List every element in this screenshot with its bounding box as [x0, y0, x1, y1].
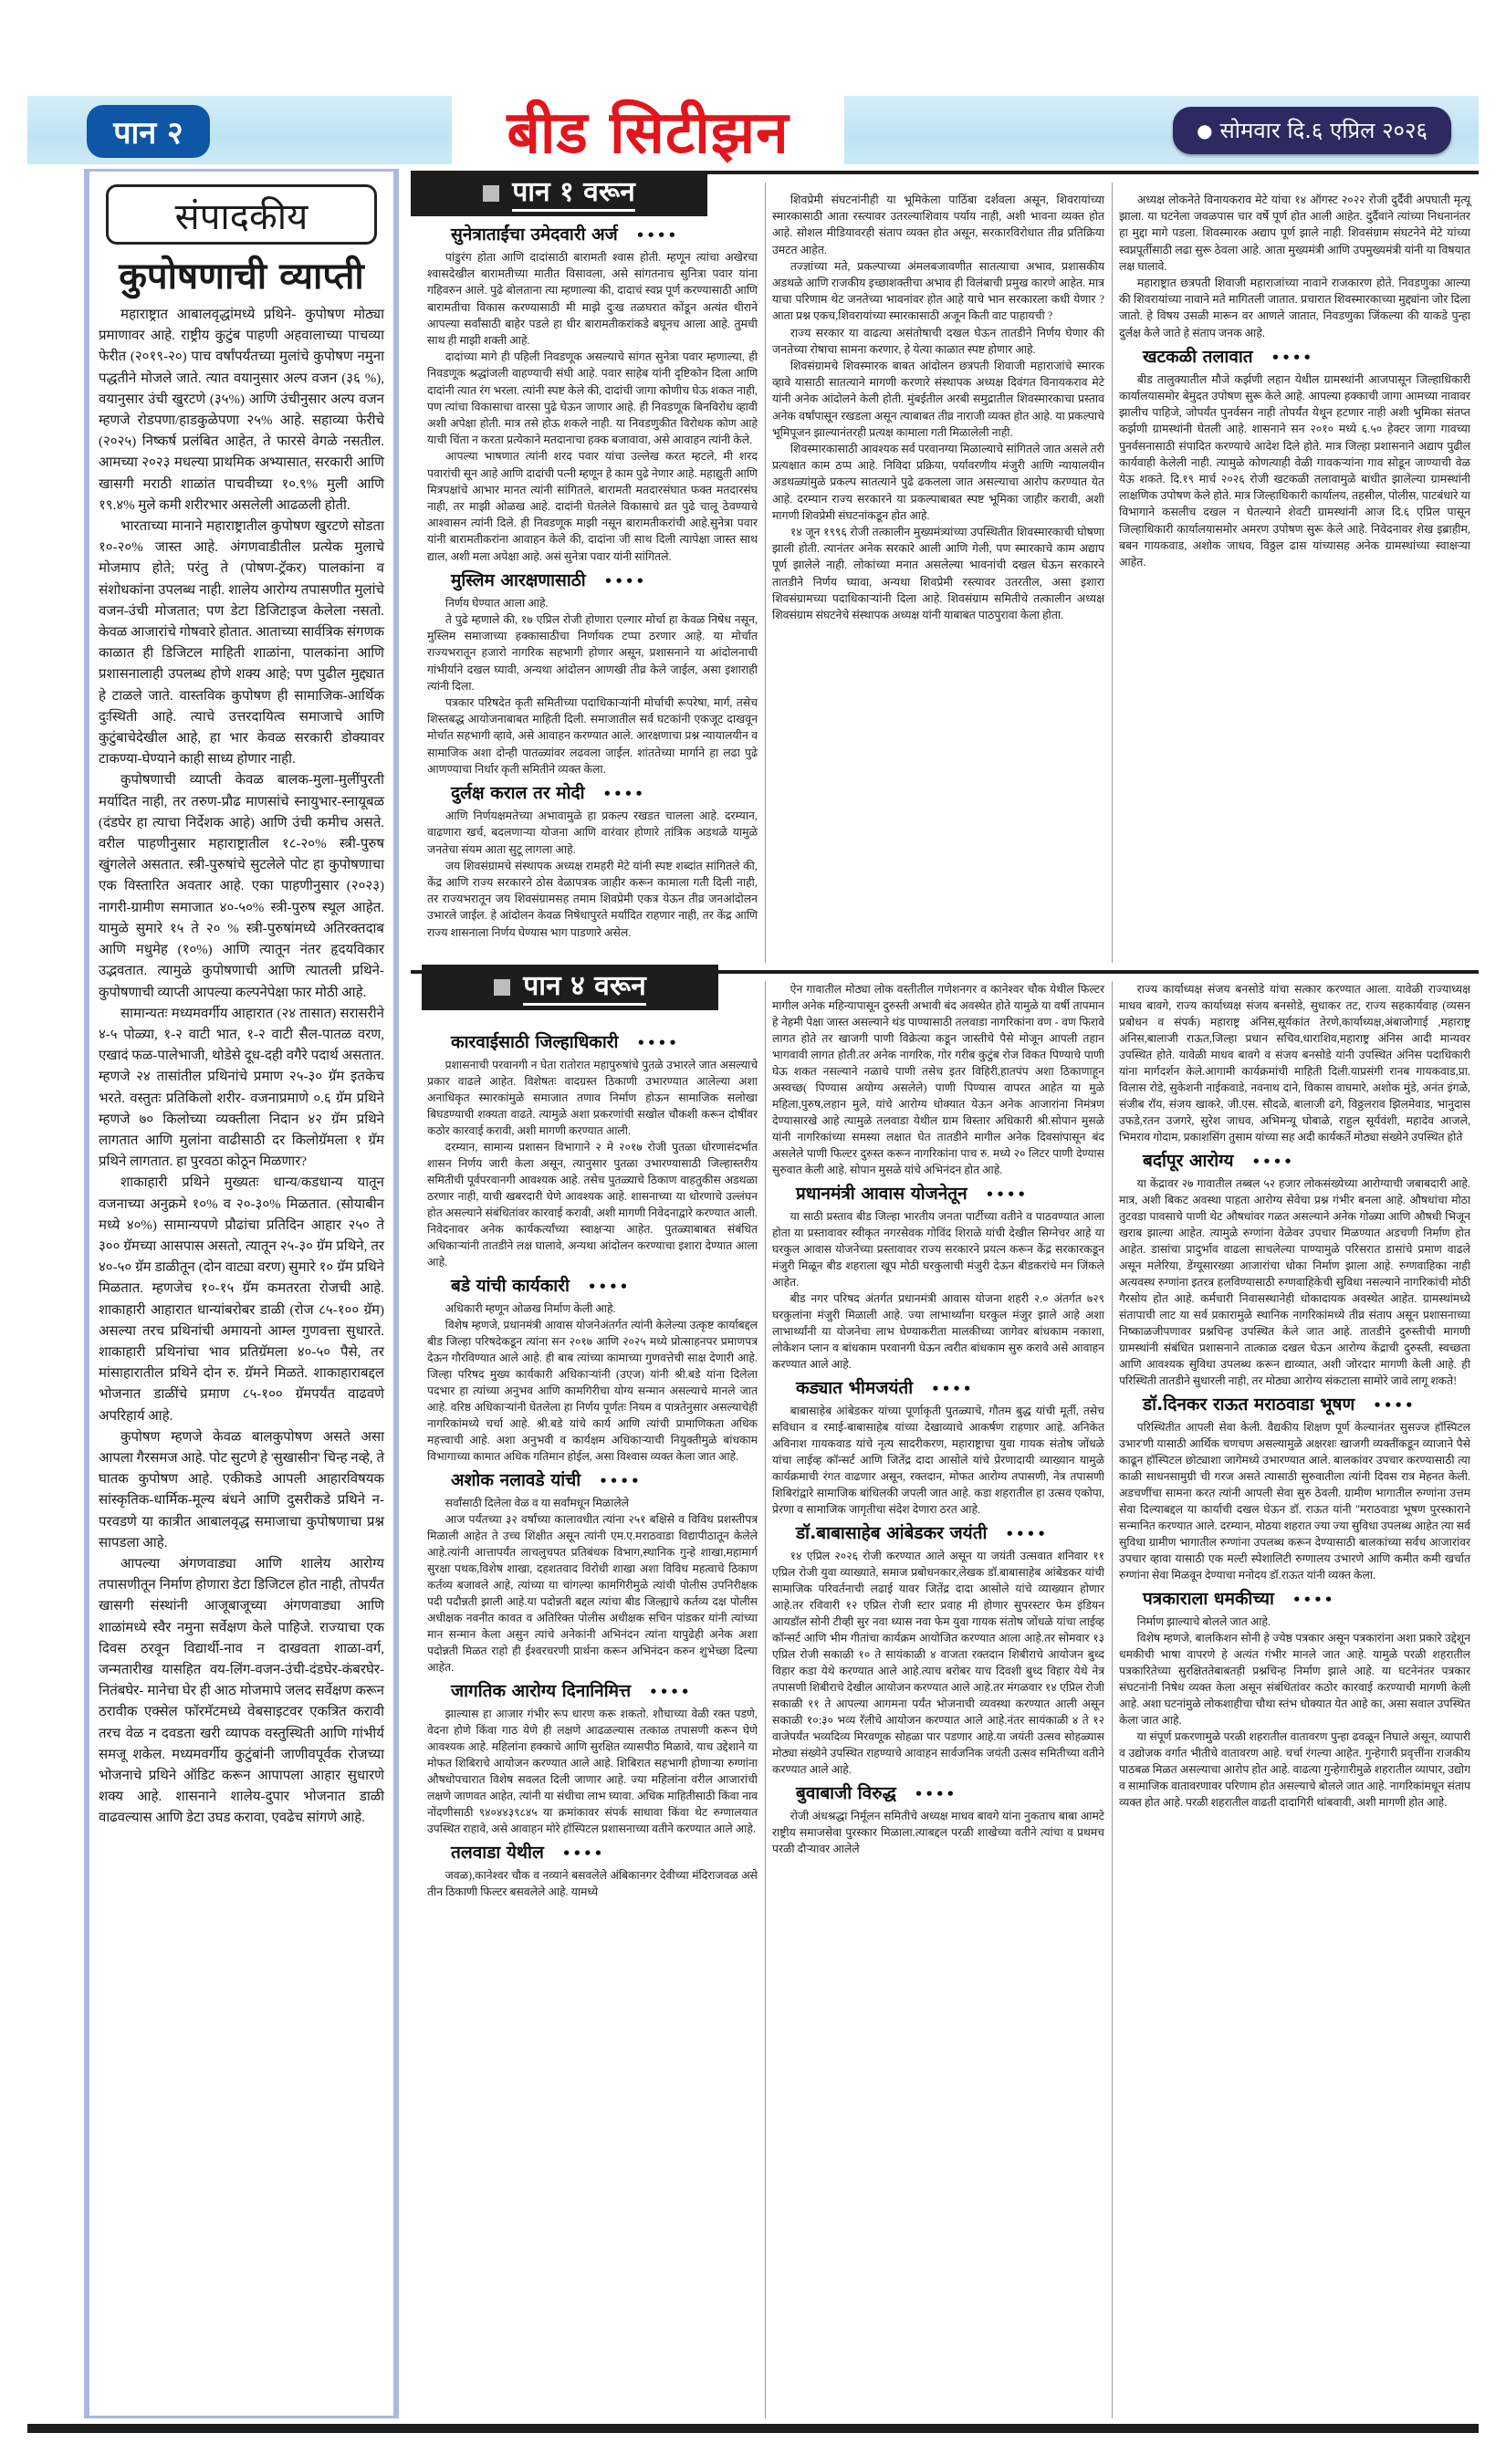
article-paragraph: दरम्यान, सामान्य प्रशासन विभागाने २ मे २०१७ रोजी पुतळा धोरणासंदर्भात शासन निर्णय जारी केला असून, त्यानुसार पुतळा उभारण्यासाठी जिल्हास्तरीय समितीची पूर्वपरवानगी आवश्यक आहे. तसेच पुतळ्याचे ठिकाण वाहतुकीस अडथळा ठरणार नाही, याची खबरदारी घेणे आवश्यक आहे. शासनाच्या या धोरणाचे उल्लंघन होत असल्याने संबंधितांवर कारवाई करावी, अशी मागणी निवेदनाद्वारे करण्यात आली. निवेदनावर अनेक कार्यकर्त्यांच्या स्वाक्षऱ्या आहेत. पुतळ्याबाबत संबंधित अधिकाऱ्यांनी तातडीने लक्ष घालावे, अन्यथा आंदोलन करण्याचा इशारा देण्यात आला आहे. [427, 1141, 758, 1269]
article-paragraph: जवळ),कानेश्वर चौक व नव्याने बसवलेले अंबिकानगर देवीच्या मंदिराजवळ असे तीन ठिकाणी फिल्टर बसवलेले आहे. यामध्ये [427, 1869, 758, 1898]
editorial-label: संपादकीय [174, 195, 309, 238]
article-paragraph: विशेष म्हणजे, प्रधानमंत्री आवास योजनेअंतर्गत त्यांनी केलेल्या उत्कृष्ट कार्याबद्दल बीड जिल्हा परिषदेकडून त्यांना सन २०१७ आणि २०२५ मध्ये प्रोत्साहनपर प्रमाणपत्र देऊन गौरविण्यात आले आहे. ही बाब त्यांच्या कामाच्या गुणवत्तेची साक्ष देणारी आहे. जिल्हा परिषद मुख्य कार्यकारी अधिकाऱ्यांनी (उएज) यांनी श्री.बडे यांना दिलेला पदभार हा त्यांच्या अनुभव आणि कामगिरीचा योग्य सन्मान असल्याचे मानले जात आहे. वरिष्ठ अधिकाऱ्यांनी घेतलेला हा निर्णय पूर्णतः नियम व पात्रतेनुसार असल्याचेही नागरिकांमध्ये चर्चा आहे. श्री.बडे यांचे कार्य आणि त्यांची प्रामाणिकता अधिक महत्त्वाची आहे. अशा अनुभवी व कार्यक्षम अधिकाऱ्याची नियुक्तीमुळे बांधकाम विभागाच्या कामात अधिक गतिमान होईल, असा विश्वास व्यक्त केला जात आहे. [427, 1319, 758, 1463]
continuation-dots-icon: •••• [1292, 1592, 1335, 1608]
continuation-dots-icon: •••• [1251, 1154, 1294, 1170]
article-heading-text: तलवाडा येथील [451, 1843, 544, 1863]
article-heading-text: जागतिक आरोग्य दिनानिमित्त [451, 1681, 632, 1701]
article-paragraph: ऐन गावातील मोठ्या लोक वस्तीतील गणेशनगर व कानेश्वर चौक येथील फिल्टर मागील अनेक महिन्यापासून दुरुस्ती अभावी बंद अवस्थेत होते यामुळे या वर्षी तापमान हे नेहमी पेक्षा जास्त असल्याने थंड पाण्यासाठी तलवाडा नागरिकांना वण - वण फिरावे लागत होते तर खाजगी पाणी विक्रेत्या कडून जास्तीचे पैसे मोजून आपली तहान भागवावी लागत होती.तर अनेक नागरिक, गोर गरीब कुटुंब रोज विकत पिण्याचे पाणी घेऊ शकत नसल्याने नळाचे पाणी तसेच इतर विहिरी,हातपंप अशा ठिकाणाहून अस्वच्छ( पिण्यास अयोग्य असलेले) पाणी पिण्यास वापरत आहेत या मुळे महिला,पुरुष,लहान मुले, यांचे आरोग्य धोक्यात येऊन अनेक आजारांना निमंत्रण देण्यासारखे आहे त्यामुळे तलवाडा येथील ग्राम विस्तार अधिकारी श्री.सोपान मुसळे यांनी नागरिकांच्या समस्या लक्षात घेत तातडीने मागील अनेक दिवसांपासून बंद असलेले पाणी फिल्टर दुरुस्त करून नागरिकांना पाच रु. मध्ये २० लिटर पाणी देण्यास सुरुवात केली आहे. सोपान मुसळे यांचे अभिनंदन होत आहे. [772, 983, 1104, 1176]
article-column-bottom-2 [772, 981, 1104, 1857]
column-divider [1112, 183, 1113, 963]
article-heading [772, 1520, 1104, 1547]
article-paragraph: शिवप्रेमी संघटनांनीही या भूमिकेला पाठिंबा दर्शवला असून, शिवरायांच्या स्मारकासाठी आता रस्त्यावर उतरल्याशिवाय पर्याय नाही, अशी भावना व्यक्त होत आहे. सोशल मीडियावरही संताप व्यक्त होत असून, सरकारविरोधात तीव्र प्रतिक्रिया उमटत आहेत. [772, 193, 1104, 256]
article-paragraph: आपल्या भाषणात त्यांनी शरद पवार यांचा उल्लेख करत म्हटले, मी शरद पवारांची सून आहे आणि दादांची पत्नी म्हणून हे काम पुढे नेणार आहे. महाद्युती आणि मित्रपक्षांचे आभार मानत त्यांनी सांगितले, बारामती मतदारसंघात फक्त मतदारसंघ नाही, तर माझी ओळख आहे. दादांनी घेतलेले विकासाचे व्रत पुढे चालू ठेवण्याचे आश्वासन त्यांनी दिले. ही निवडणूक माझी नसून बारामतीकरांची आहे.सुनेत्रा पवार यांनी बारामतीकरांना आवाहन केले की, दादांना जी साथ दिली त्यापेक्षा जास्त साथ द्याल, अशी मला अपेक्षा आहे. असं सुनेत्रा पवार यांनी सांगितले. [427, 450, 758, 563]
issue-date: सोमवार दि.६ एप्रिल २०२६ [1219, 118, 1428, 143]
article-heading [1119, 344, 1470, 371]
continuation-dots-icon: •••• [1271, 349, 1313, 366]
article-heading [427, 1029, 758, 1056]
editorial-paragraph: सामान्यतः मध्यमवर्गीय आहारात (२४ तासात) सरासरीने ४-५ पोळ्या, १-२ वाटी भात, १-२ वाटी सैल-पातळ वरण, एखादं फळ-पालेभाजी, थोडेसे दूध-दही वगैरे पदार्थ असतात. म्हणजे २४ तासांतील प्रथिनांचे प्रमाण २५-३० ग्रॅम इतकेच भरते. वस्तुतः प्रतिकिलो शरीर- वजनाप्रमाणे ०.६ ग्रॅम प्रथिने म्हणजे ७० किलोच्या व्यक्तीला निदान ४२ ग्रॅम प्रथिने लागतात आणि मुलांना वाढीसाठी दर किलोग्रॅमला १ ग्रॅम प्रथिने लागतात. हा पुरवठा कोठून मिळणार? [99, 1006, 384, 1170]
section-tab [422, 965, 718, 1010]
editorial-paragraph: महाराष्ट्रात आबालवृद्धांमध्ये प्रथिने- कुपोषण मोठ्या प्रमाणावर आहे. राष्ट्रीय कुटुंब पाहणी अहवालाच्या पाचव्या फेरीत (२०१९-२०) पाच वर्षांपर्यंतच्या मुलांचे कुपोषण नमुना पद्धतीने मोजले जाते. त्यात वयानुसार अल्प वजन (३६ %), वयानुसार उंची खुरटणे (३५%) आणि उंचीनुसार अल्प वजन म्हणजे रोडपणा/हाडकुळेपणा २५% आहे. सहाव्या फेरीचे (२०२५) निष्कर्ष प्रलंबित आहेत, ते फारसे वेगळे नसतील. आमच्या २०२३ मधल्या प्राथमिक अभ्यासात, सरकारी आणि खासगी मराठी शाळांत पाचवीच्या १०.९% मुली आणि १९.४% मुले कमी शरीरभार असलेली आढळली होती. [99, 308, 384, 513]
section-rule [707, 171, 1479, 174]
section-tab [411, 171, 707, 216]
article-heading-text: बुवाबाजी विरुद्ध [796, 1783, 896, 1803]
continuation-dots-icon: •••• [603, 572, 647, 590]
page-number-badge: पान २ [87, 105, 210, 158]
article-paragraph: ते पुढे म्हणाले की, १७ एप्रिल रोजी होणारा एल्गार मोर्चा हा केवळ निषेध नसून, मुस्लिम समाजाच्या हक्कासाठीचा निर्णायक टप्पा ठरणार आहे. या मोर्चात राज्यभरातून हजारो नागरिक सहभागी होणार असून, प्रशासनाने या आंदोलनाची गांभीर्याने दखल घ्यावी, अन्यथा आंदोलन आणखी तीव्र केले जाईल, असा इशाराही त्यांनी दिला. [427, 613, 758, 693]
continuation-dots-icon: •••• [1373, 1397, 1416, 1414]
article-paragraph: निर्माण झाल्याचे बोलले जात आहे. [1136, 1615, 1271, 1628]
article-heading [1119, 1148, 1470, 1175]
editorial-paragraph: आपल्या अंगणवाड्या आणि शालेय आरोग्य तपासणीतून निर्माण होणारा डेटा डिजिटल होत नाही, तोपर्यंत खासगी संस्थांनी आजूबाजूच्या अंगणवाड्या आणि शाळांमध्ये स्वैर नमुना सर्वेक्षण केले पाहिजे. राज्याचा एक दिवस ठरवून विद्यार्थी-नाव न दाखवता शाळा-वर्ग, जन्मतारीख यासहित वय-लिंग-वजन-उंची-दंडघेर-कंबरघेर-नितंबघेर- मानेचा घेर ही आठ मोजमापे जलद सर्वेक्षण करून ठरावीक एक्सेल फॉरमॅटमध्ये वेबसाइटवर एकत्रित करावी तरच वेळ न दवडता खरी व्यापक वस्तुस्थिती आणि गांभीर्य समजू शकेल. मध्यमवर्गीय कुटुंबांनी जाणीवपूर्वक रोजच्या भोजनाचे प्रथिने ऑडिट करून आपापला आहार सुधारणे शक्य आहे. शासनाने शालेय-दुपार भोजनात डाळी वाढवल्यास आणि डेटा उघड करावा, एवढेच सांगणे आहे. [99, 1556, 385, 1826]
date-badge [1173, 107, 1451, 154]
article-heading [772, 1181, 1104, 1207]
column-divider [765, 183, 766, 963]
article-column-top-1 [427, 219, 758, 941]
editorial-paragraph: कुपोषण म्हणजे केवळ बालकुपोषण असते असा आपला गैरसमज आहे. पोट सुटणे हे 'सुखासीन' चिन्ह नव्हे, ते घातक कुपोषण आहे. एकीकडे आपली आहारविषयक सांस्कृतिक-धार्मिक-मूल्य बंधने आणि दुसरीकडे प्रथिने न-परवडणे या कात्रीत आबालवृद्ध समाजाचा कुपोषणाचा प्रश्न सापडला आहे. [99, 1429, 384, 1550]
page-footer-bar [27, 2424, 1479, 2433]
article-heading-text: डॉ.बाबासाहेब आंबेडकर जयंती [796, 1523, 988, 1543]
article-paragraph: अधिकारी म्हणून ओळख निर्माण केली आहे. [444, 1302, 616, 1315]
article-paragraph: महाराष्ट्रात छत्रपती शिवाजी महाराजांच्या नावाने राजकारण होते. निवडणुका आल्या की शिवरायांच्या नावाने मते मागितली जातात. प्रचारात शिवस्मारकाच्या मुद्द्यांना जोर दिला जातो. हे विषय उसळी मारून वर आणले जातात, निवडणुका जिंकल्या की याकडे पुन्हा दुर्लक्ष केले जाते हे संताप जनक आहे. [1119, 277, 1470, 339]
article-heading-text: दुर्लक्ष कराल तर मोदी [451, 783, 585, 804]
article-paragraph: पत्रकार परिषदेत कृती समितीच्या पदाधिकाऱ्यांनी मोर्चाची रूपरेषा, मार्ग, तसेच शिस्तबद्ध आयोजनाबाबत माहिती दिली. समाजातील सर्व घटकांनी एकजूट दाखवून मोर्चात सहभागी व्हावे, असे आवाहन करण्यात आले. आरक्षणाचा प्रश्न न्यायालयीन व सामाजिक अशा दोन्ही पातळ्यांवर लढवला जाईल. शांततेच्या मार्गाने हा लढा पुढे आणण्याचा निर्धार कृती समितीने व्यक्त केला. [427, 696, 758, 776]
editorial-title: कुपोषणाची व्याप्ती [119, 256, 364, 298]
article-heading [427, 1467, 758, 1494]
article-paragraph: झाल्यास हा आजार गंभीर रूप धारण करू शकतो. शौचाच्या वेळी रक्त पडणे, वेदना होणे किंवा गाठ येणे ही लक्षणे आढळल्यास तत्काळ तपासणी करून घेणे आवश्यक आहे. महिलांना हक्काचे आणि सुरक्षित व्यासपीठ मिळावे, याच उद्देशाने या मोफत शिबिराचे आयोजन करण्यात आले आहे. शिबिरात सहभागी होणाऱ्या रुग्णांना औषधोपचारात विशेष सवलत दिली जाणार आहे. ज्या महिलांना वरील आजारांची लक्षणे जाणवत आहेत, त्यांनी या संधीचा लाभ घ्यावा. अधिक माहितीसाठी किंवा नाव नोंदणीसाठी ९४०४४३९८४५ या क्रमांकावर संपर्क साधावा किंवा थेट रुग्णालयात उपस्थित राहावे, असे आवाहन मोरे हॉस्पिटल प्रशासनाच्या वतीने करण्यात आले आहे. [427, 1707, 758, 1835]
editorial-column [84, 169, 399, 2418]
newspaper-title: बीड सिटीझन [507, 99, 790, 167]
continuation-dots-icon: •••• [599, 1473, 642, 1489]
article-heading-text: मुस्लिम आरक्षणासाठी [451, 569, 586, 590]
article-heading [427, 222, 758, 248]
article-heading [772, 1375, 1104, 1402]
article-paragraph: राज्य कार्याध्यक्ष संजय बनसोडे यांचा सत्कार करण्यात आला. यावेळी राज्याध्यक्ष माधव बावगे, राज्य कार्याध्यक्ष संजय बनसोडे, सुधाकर तट, राज्य सहकार्यवाह (व्यसन प्रबोधन व संपर्क) महाराष्ट्र अंनिस,सूर्यकांत तेरणे,कार्याध्यक्ष,अंबाजोगाई ,महाराष्ट्र अंनिस,बालाजी राऊत,जिल्हा प्रधान सचिव,धाराशिव,महाराष्ट्र अंनिस आदी मान्यवर उपस्थित होते. यावेळी माधव बावगे व संजय बनसोडे यांनी उपस्थित अंनिस पदाधिकारी यांना मार्गदर्शन केले.आगामी कार्यक्रमांची माहिती दिली.याप्रसंगी रानब गायकवाड,प्रा. विलास रोडे, सुकेशनी नाईकवाडे, नवनाथ दाने, विकास वाघमारे, अशोक मुंडे, अनंत इंगळे, संजीब रॉय, संजय खाकरे, जी.एस. सौदळे, बालाजी ढगे, विठ्ठलराव झिलमेवाड, भानुदास उफडे,रतन उजगरे, सुरेश जाधव, अभिमन्यू घोबाळे, राहुल सूर्यवंशी, महादेव आजले, भिमराव गोदाम, प्रकाशसिंग तुसाम यांच्या सह अदी कार्यकर्ते मोठ्या संख्येने उपस्थित होते [1119, 983, 1470, 1143]
article-heading-text: बर्दापूर आरोग्य [1143, 1151, 1234, 1171]
article-paragraph: प्रशासनाची परवानगी न घेता रातोरात महापुरुषांचे पुतळे उभारले जात असल्याचे प्रकार वाढले आहेत. विशेषतः वादग्रस्त ठिकाणी उभारण्यात आलेल्या अशा अनाधिकृत स्मारकांमुळे समाजात तणाव निर्माण होऊन सामाजिक सलोखा बिघडण्याची शक्यता वाढते. त्यामुळे अशा प्रकरणांची सखोल चौकशी करून दोषींवर कठोर कारवाई करावी, अशी मागणी करण्यात आली. [427, 1059, 758, 1137]
article-paragraph: परिस्थितीत आपली सेवा केली. वैद्यकीय शिक्षण पूर्ण केल्यानंतर सुसज्ज हॉस्पिटल उभार'णी यासाठी आर्थिक चणचण असल्यामुळे अक्षरशः खाजगी व्यक्तींकडून व्याजाने पैसे काढून हॉस्पिटल छोट्याशा जागेमध्ये उभारण्यात आले. बालकांवर उपचार करण्यासाठी त्या काळी साधनसामुग्री ची गरज असते त्यासाठी सुरुवातीला त्यांनी दिवस रात्र मेहनत केली. अडचणींचा सामना करत त्यांनी आपली सेवा सुरु ठेवली. ग्रामीण भागातील रुग्णांना उत्तम सेवा दिल्याबद्दल या कार्याची दखल घेऊन डॉ. राऊत यांनी ''मराठवाडा भूषण पुरस्काराने सन्मानित करण्यात आले. दरम्यान, मोठया शहरात ज्या ज्या सुविधा उपलब्ध आहेत त्या सर्व सुविधा ग्रामीण भागातील रुग्णांना उपलब्ध करून देण्यासाठी बालकांच्या सर्वच आजारांवर उपचार व्हावा यासाठी एक मल्टी स्पेशालिटी रुग्णालय उभारणे आणि कमीत कमी खर्चात रुग्णांना सेवा मिळवून देण्याचा मनोदय डॉ.राऊत यांनी व्यक्त केला. [1119, 1421, 1470, 1582]
article-heading [1119, 1586, 1470, 1613]
article-paragraph: बीड नगर परिषद अंतर्गत प्रधानमंत्री आवास योजना शहरी २.० अंतर्गत ७२९ घरकुलांना मंजुरी मिळाली आहे. ज्या लाभार्थ्यांना घरकुल मंजुर झाले आहे अशा लाभार्थ्यांनी या योजनेचा लाभ घेण्याकरीता मालकीच्या जागेवर बांधकाम नकाशा, लोकेशन प्लान व बांधकाम परवानगी घेऊन त्वरीत बांधकाम सुरु करावे असे आवाहन करण्यात आले आहे. [772, 1292, 1104, 1371]
continuation-dots-icon: •••• [649, 1684, 692, 1700]
continuation-dots-icon: •••• [636, 1035, 679, 1051]
editorial-label-box [106, 184, 377, 245]
article-paragraph: पांडुरंग होता आणि दादांसाठी बारामती श्वास होती. म्हणून त्यांचा अखेरचा श्वासदेखील बारामतीच्या मातीत विसावला, असे सांगतनाच सुनित्रा पवार यांना गहिवरुन आले. पुढे बोलताना त्या म्हणाल्या की, दादाचं स्वप्न पूर्ण करण्यासाठी आणि बारामतीचा विकास करण्यासाठी मी माझे दुःख तळघरात कोंडून अत्यंत धीराने आपल्या सर्वांसाठी बाहेर पडले हा धीर बारामतीकरांकडे बघूनच आला आहे. तुमची साथ ही माझी शक्ती आहे. [427, 251, 758, 348]
article-heading-text: खटकळी तलावात [1143, 346, 1253, 367]
article-paragraph: या साठी प्रस्ताव बीड जिल्हा भारतीय जनता पार्टीच्या वतीने व पाठवण्यात आला होता या प्रस्तावावर स्वीकृत नगरसेवक गोविंद शिराळे यांची देखील सिग्नेचर आहे या घरकुल आवास योजनेच्या प्रस्तावावर राज्य सरकारने प्रयत्न करून केंद्र सरकारकडून मंजुरी मिळून बीड शहराला खूप मोठी घरकुलाची मंजुरी देऊन बीडकरांचे मन जिंकले आहेत. [772, 1210, 1104, 1289]
article-paragraph: अध्यक्ष लोकनेते विनायकराव मेटे यांचा १४ ऑगस्ट २०२२ रोजी दुर्दैवी अपघाती मृत्यू झाला. या घटनेला जवळपास चार वर्षे पूर्ण होत आली आहेत. दुर्दैवाने त्यांच्या निधनानंतर हा मुद्दा मागे पडला. शिवस्मारक अद्याप पूर्ण झाले नाही. शिवसंग्राम संघटनेने मेटे यांच्या स्वप्नपूर्तीसाठी लढा सुरू ठेवला आहे. आता मुख्यमंत्री आणि उपमुख्यमंत्री यांनी या विषयात लक्ष घालावे. [1119, 193, 1470, 273]
continuation-dots-icon: •••• [914, 1786, 957, 1802]
article-paragraph: तज्ज्ञांच्या मते, प्रकल्पाच्या अंमलबजावणीत सातत्याचा अभाव, प्रशासकीय अडथळे आणि राजकीय इच्छाशक्तीचा अभाव ही विलंबाची प्रमुख कारणे आहेत. मात्र याचा परिणाम थेट जनतेच्या भावनांवर होत आहे याचे भान सरकारला कधी येणार ? आता प्रश्न एकच,शिवरायांच्या स्मारकासाठी अजून किती वाट पाहायची ? [772, 259, 1104, 323]
article-paragraph: बाबासाहेब आंबेडकर यांच्या पूर्णाकृती पुतळ्याचे, गौतम बुद्ध यांची मूर्ती, तसेच सविधान व रमाई-बाबासाहेब यांच्या देखाव्याचे आकर्षण राहणार आहे. अनिकेत अविनाश गायकवाड यांचे नृत्य सादरीकरण, महाराष्ट्राचा युवा गायक संतोष जोंधळे यांचा लाईव्ह कॉन्सर्ट आणि जितेंद्र दादा आसोले यांचे प्रेरणादायी व्याख्यान यामुळे कार्यक्रमाची रंगत वाढणार असून, रक्तदान, मोफत आरोग्य तपासणी, नेत्र तपासणी शिबिरांद्वारे सामाजिक बांधिलकी जपली जात आहे. कडा शहरातील हा उत्सव एकोपा, प्रेरणा व सामाजिक जागृतीचा संदेश देणारा ठरत आहे. [772, 1404, 1104, 1516]
article-heading-text: कारवाईसाठी जिल्हाधिकारी [451, 1032, 619, 1052]
continuation-dots-icon: •••• [985, 1186, 1029, 1203]
masthead [27, 96, 1479, 167]
article-paragraph: आज पर्यंतच्या ३२ वर्षांच्या कालावधीत त्यांना २५१ बक्षिसे व विविध प्रशस्तीपत्र मिळाली आहेत ते उच्च शिक्षीत असून त्यांनी एम.ए.मराठवाडा विद्यापीठातून केलेले आहे.त्यांनी आत्तापर्यंत लाचलुचपत प्रतिबंधक विभाग,स्थानिक गुन्हे शाखा,महामार्ग सुरक्षा पथक,विशेष शाखा, दहशतवाद विरोधी शाखा अशा विविध महत्वाचे ठिकाण कर्तव्य बजावले आहे, त्यांच्या या चांगल्या कामगिरीमुळे त्यांची पोलीस उपनिरीक्षक पदी पदौन्नती झाली आहे.या पदोन्नती बद्दल त्यांचा बीड जिल्ह्याचे कर्तव्य दक्ष पोलीस अधीक्षक नवनीत कावत व अतिरिक्त पोलीस अधीक्षक सचिन पांडकर यांनी त्यांच्या मान सन्मान केला असुन त्यांचे अनेकांनी अभिनंदन त्यांना यापुढेही अनेक अशा पदोन्नती मिळत राहो ही ईश्वरचरणी प्रार्थना करून अभिनंदन करुन शुभेच्छा दिल्या आहेत. [427, 1513, 758, 1674]
article-paragraph: विशेष म्हणजे, बालकिशन सोनी हे ज्येष्ठ पत्रकार असून पत्रकारांना अशा प्रकारे उद्देशून धमकीची भाषा वापरणे हे अत्यंत गंभीर मानले जात आहे. यामुळे परळी शहरातील पत्रकारितेच्या सुरक्षिततेबाबतही प्रश्नचिन्ह निर्माण झाले आहे. या घटनेनंतर पत्रकार संघटनांनी निषेध व्यक्त केला असून संबंधितांवर कठोर कारवाई करण्याची मागणी केली आहे. अशा घटनांमुळे लोकशाहीचा चौथा स्तंभ धोक्यात येत आहे का, असा सवाल उपस्थित केला जात आहे. [1119, 1632, 1470, 1727]
article-column-top-3 [1119, 192, 1470, 570]
article-heading [772, 1780, 1104, 1807]
article-heading [427, 1840, 758, 1866]
article-paragraph: शिवसंग्रामचे शिवस्मारक बाबत आंदोलन छत्रपती शिवाजी महाराजांचे स्मारक व्हावे यासाठी सातत्याने मागणी करणारे संस्थापक अध्यक्ष दिवंगत विनायकराव मेटे यांनी अनेक आंदोलने केली होती. मुंबईतील अरबी समुद्रातील शिवस्मारकाचा प्रस्ताव अनेक वर्षांपासून रखडला असून त्याबाबत तीव्र नाराजी व्यक्त होत आहे. या प्रकल्पाचे भूमिपूजन झाल्यानंतरही प्रत्यक्ष कामाला गती मिळालेली नाही. [772, 360, 1104, 439]
article-paragraph: राज्य सरकार या वाढत्या असंतोषाची दखल घेऊन तातडीने निर्णय घेणार की जनतेच्या रोषाचा सामना करणार, हे येत्या काळात स्पष्ट होणार आहे. [772, 326, 1104, 356]
article-heading [427, 1273, 758, 1300]
article-heading [427, 1678, 758, 1705]
article-heading-text: कड्यात भीमजयंती [796, 1378, 914, 1398]
masthead-title-panel [452, 96, 844, 167]
article-heading [427, 568, 758, 594]
article-paragraph: निर्णय घेण्यात आला आहे. [444, 596, 549, 610]
article-heading-text: बडे यांची कार्यकारी [451, 1276, 570, 1296]
article-paragraph: १४ जून १९९६ रोजी तत्कालीन मुख्यमंत्र्यांच्या उपस्थितीत शिवस्मारकाची घोषणा झाली होती. त्यानंतर अनेक सरकारे आली आणि गेली, पण स्मारकाचे काम अद्याप पूर्ण झालेले नाही. लोकांच्या मनात असलेल्या भावनांची दखल घेऊन सरकारने तातडीने निर्णय घ्यावा, अन्यथा शिवप्रेमी रस्त्यावर उतरतील, असा इशारा शिवसंग्रामच्या पदाधिकाऱ्यांनी दिला आहे. शिवसंग्राम समितीचे तत्कालीन अध्यक्ष शिवसंग्राम संघटनेचे संस्थापक अध्यक्ष यांनी याबाबत पाठपुरावा केला होता. [772, 526, 1104, 622]
article-paragraph: १४ एप्रिल २०२६ रोजी करण्यात आले असून या जयंती उत्सवात शनिवार ११ एप्रिल रोजी युवा व्याख्याते, समाज प्रबोधनकार,लेखक डॉ.बाबासाहेब आंबेडकर यांची सामाजिक परिवर्तनाची लढाई यावर जितेंद्र दादा आसोले यांचे व्याख्यान होणार आहे.तर रविवारी १२ एप्रिल रोजी स्टार प्रवाह मी होणार सुपरस्टार फेम इंडियन आयडॉल सोनी टीव्ही सुर नवा ध्यास नवा फेम युवा गायक संतोष जोंधळे यांचा लाईव्ह कॉन्सर्ट आणि भीम गीतांचा कार्यक्रम आयोजित करण्यात आला आहे.तर सोमवार १३ एप्रिल रोजी सकाळी १० ते सायंकाळी ४ वाजता रक्तदान शिबीराचे आयोजन बुध्द विहार कडा येथे करण्यात आले आहे.त्याच बरोबर याच दिवशी बुध्द विहार येथे नेत्र तपासणी शिबीराचे देखील आयोजन करण्यात आले आहे.तर मंगळवार १४ एप्रिल रोजी सकाळी ११ ते आपल्या आगमना पर्यंत भोजनाची व्यवस्था करण्यात आली असून सकाळी १०:३० भव्य रॅलीचे आयोजन करण्यात आले आहे.नंतर सायंकाळी ४ ते १२ वाजेपर्यंत भव्यदिव्य मिरवणूक सोहळा पार पडणार आहे.या जयंती उत्सव सोहळ्यास मोठ्या संख्येने उपस्थित राहण्याचे आवाहन सार्वजनिक जयंती उत्सव समितीच्या वतीने करण्यात आले आहे. [772, 1550, 1104, 1776]
editorial-body [99, 305, 384, 1830]
bullet-icon: ● [1197, 119, 1213, 141]
continuation-dots-icon: •••• [635, 227, 679, 244]
square-bullet-icon [483, 185, 499, 202]
continuation-dots-icon: •••• [1005, 1526, 1048, 1542]
continuation-dots-icon: •••• [561, 1845, 605, 1862]
editorial-paragraph: कुपोषणाची व्याप्ती केवळ बालक-मुला-मुलींपुरती मर्यादित नाही, तर तरुण-प्रौढ माणसांचे स्नायुभार-स्नायूबळ (दंडघेर हा त्याचा निर्देशक आहे) आणि उंची कमीच असते. वरील पाहणीनुसार महाराष्ट्रातील १८-२०% स्त्री-पुरुष खुंगलेले असतात. स्त्री-पुरुषांचे सुटलेले पोट हा कुपोषणाचा एक विस्तारित अवतार आहे. एका पाहणीनुसार (२०२३) नागरी-ग्रामीण समाजात ४०-५०% स्त्री-पुरुष स्थूल आहेत. यामुळे सुमारे १५ ते २० % स्त्री-पुरुषांमध्ये अतिरक्तदाब आणि मधुमेह (१०%) आणि त्यातून नंतर हृदयविकार उद्भवतात. त्यामुळे कुपोषणाची आणि त्यातली प्रथिने- कुपोषणाची व्याप्ती आपल्या कल्पनेपेक्षा फार मोठी आहे. [99, 773, 384, 1000]
editorial-paragraph: भारताच्या मानाने महाराष्ट्रातील कुपोषण खुरटणे सोडता १०-२०% जास्त आहे. अंगणवाडीतील प्रत्येक मुलाचे मोजमाप होते; परंतु ते (पोषण-ट्रॅकर) पालकांना व संशोधकांना उपलब्ध नाही. शालेय आरोग्य तपासणीत मुलांचे वजन-उंची मोजतात; पण डेटा डिजिटाइज केलेला नसतो. केवळ आजारांचे गोषवारे होतात. आताच्या सार्वत्रिक संगणक काळात ही डिजिटल माहिती शाळांना, पालकांना आणि प्रशासनालाही उपलब्ध होणे शक्य आहे; पण पुढील मुद्द्यात हे टाळले जाते. वास्तविक कुपोषण ही सामाजिक-आर्थिक दुःस्थिती आहे. त्याचे उत्तरदायित्व समाजाचे आणि कुटुंबाचेदेखील आहे, हा भार केवळ सरकारी डोक्यावर टाकण्या-घेण्याने काही साध्य होणार नाही. [99, 519, 384, 767]
article-paragraph: जय शिवसंग्रामचे संस्थापक अध्यक्ष रामहरी मेटे यांनी स्पष्ट शब्दांत सांगितले की, केंद्र आणि राज्य सरकारने ठोस वेळापत्रक जाहीर करून कामाला गती दिली नाही, तर राज्यभरातून जय शिवसंग्रामसह तमाम शिवप्रेमी एकत्र येऊन तीव्र जनआंदोलन उभारले जाईल. हे आंदोलन केवळ निषेधापुरते मर्यादित राहणार नाही, तर केंद्र आणि राज्य शासनाला निर्णय घेण्यास भाग पाडणारे असेल. [427, 859, 758, 939]
section-title: पान ४ वरून [523, 970, 646, 1006]
article-paragraph: सर्वांसाठी दिलेला वेळ व या सर्वांमधून मिळालेले [444, 1497, 630, 1509]
article-paragraph: बीड तालुक्यातील मौजे कर्झणी लहान येथील ग्रामस्थांनी आजपासून जिल्हाधिकारी कार्यालयासमोर बेमुदत उपोषण सुरू केले आहे. आपल्या हक्काची जागा आमच्या नावावर झालीच पाहिजे, जोपर्यंत पुनर्वसन नाही तोपर्यंत येथून हटणार नाही अशी भुमिका संतप्त कर्झणी ग्रामस्थांनी घेतली आहे. शासनाने सन २०१० मध्ये ६.५० हेक्टर जागा गावच्या पुनर्वसनासाठी संपादित करण्याचे आदेश दिले होते. मात्र जिल्हा प्रशासनाने अद्याप पुढील कार्यवाही केलेली नाही. त्यामुळे कोणत्याही वेळी गावकऱ्यांना गाव सोडून जाण्याची वेळ येऊ शकते. दि.१९ मार्च २०२६ रोजी खटकळी तलावामुळे बाधीत झालेल्या ग्रामस्थांनी लाक्षणिक उपोषण केले होते. मात्र जिल्हाधिकारी कार्यालय, तहसील, पोलीस, पाटबंधारे या विभागाने कसलीच दखल न घेतल्याने शेवटी ग्रामस्थांनी आज दि.६ एप्रिल पासून जिल्हाधिकारी कार्यालयासमोर अमरण उपोषण सुरू केले आहे. निवेदनावर शेख इब्राहीम, बबन गायकवाड, अशोक जाधव, विठ्ठल ढास यांच्यासह अनेक ग्रामस्थांच्या स्वाक्षऱ्या आहेत. [1119, 372, 1470, 569]
article-paragraph: या संपूर्ण प्रकरणामुळे परळी शहरातील वातावरण पुन्हा ढवळून निघाले असून, व्यापारी व उद्योजक वर्गात भीतीचे वातावरण आहे. चर्चा रंगल्या आहेत. गुन्हेगारी प्रवृत्तींना राजकीय पाठबळ मिळत असल्याचा आरोप होत आहे. वाढत्या गुन्हेगारीमुळे शहरातील व्यापार, उद्योग व सामाजिक वातावरणावर परिणाम होत असल्याचे बोलले जात आहे. नागरिकांमधून संताप व्यक्त होत आहे. परळी शहरातील वाढती दादागिरी थांबवावी, अशी मागणी होत आहे. [1119, 1730, 1470, 1809]
article-heading [427, 780, 758, 807]
continuation-dots-icon: •••• [587, 1279, 631, 1295]
masthead-right-panel [844, 96, 1479, 164]
article-column-bottom-1 [427, 1027, 758, 1900]
article-paragraph: रोजी अंधश्रद्धा निर्मूलन समितीचे अध्यक्ष माधव बावगे यांना नुकताच बाबा आमटे राष्ट्रीय समाजसेवा पुरस्कार मिळाला.त्याबद्दल परळी शाखेच्या वतीने त्यांचा व प्रथमच परळी दौऱ्यावर आलेले [772, 1810, 1104, 1855]
article-paragraph: या केंद्रावर २७ गावातील तब्बल ५२ हजार लोकसंख्येच्या आरोग्याची जबाबदारी आहे. मात्र, अशी बिकट अवस्था पाहता आरोग्य सेवेचा प्रश्न गंभीर बनला आहे. औषधांचा मोठा तुटवडा पावसाचे पाणी थेट औषधांवर गळत असल्याने अनेक गोळ्या आणि औषधी भिजून खराब झाल्या आहेत. त्यामुळे रुग्णांना वेळेवर उपचार मिळण्यात अडचणी निर्माण होत आहेत. डासांचा प्रादुर्भाव वाढला साचलेल्या पाण्यामुळे परिसरात डासांचे प्रमाण वाढले असून मलेरिया, डेंग्यूसारख्या आजारांचा धोका निर्माण झाला आहे. रुग्णवाहिका नाही अत्यवस्थ रुग्णांना इतरत्र हलविण्यासाठी रुग्णवाहिकेची सुविधा नसल्याने नागरिकांची मोठी गैरसोय होत आहे. कर्मचारी निवासस्थानेही धोकादायक अवस्थेत आहेत. ग्रामस्थांमध्ये संतापाची लाट या सर्व प्रकारामुळे स्थानिक नागरिकांमध्ये तीव्र संताप असून प्रशासनाच्या निष्काळजीपणावर प्रश्नचिन्ह उपस्थित केले जात आहे. तातडीने दुरुस्तीची मागणी ग्रामस्थांनी संबंधित प्रशासनाने तात्काळ दखल घेऊन आरोग्य केंद्राची दुरुस्ती, स्वच्छता आणि आवश्यक सुविधा उपलब्ध करून द्याव्यात, अशी जोरदार मागणी केली आहे. ही परिस्थिती तातडीने सुधारली नाही, तर मोठ्या आरोग्य संकटाला सामोरे जावे लागू शकते! [1119, 1177, 1470, 1387]
continuation-dots-icon: •••• [602, 786, 645, 803]
column-divider [1112, 981, 1113, 2418]
column-divider [765, 981, 766, 2418]
article-heading [1119, 1392, 1470, 1418]
article-column-bottom-3 [1119, 981, 1470, 1811]
article-heading-text: सुनेत्राताईंचा उमेदवारी अर्ज [451, 224, 618, 245]
article-heading-text: पत्रकाराला धमकीच्या [1143, 1589, 1274, 1609]
article-paragraph: दादांच्या मागे ही पहिली निवडणूक असल्याचे सांगत सुनेत्रा पवार म्हणाल्या, ही निवडणूक श्रद्धांजली वाहण्याची संधी आहे. पवार साहेब यांनी दृष्टिकोन दिला आणि दादांनी त्यात रंग भरला. त्यांनी स्पष्ट केले की, दादांची जागा कोणीच घेऊ शकत नाही, पण त्यांचा विकासाचा वारसा पुढे घेऊन जाणार आहे. ही निवडणूक बिनविरोध व्हावी अशी अपेक्षा होती. मात्र तसे होऊ शकले नाही. या निवडणुकीत विरोधक कोण आहे याची चिंता न करता प्रत्येकाने मतदानाचा हक्क बजावावा, असे आवाहन त्यांनी केले. [427, 350, 758, 447]
article-column-top-2 [772, 192, 1104, 623]
editorial-paragraph: शाकाहारी प्रथिने मुख्यतः धान्य/कडधान्य यातून वजनाच्या अनुक्रमे १०% व २०-३०% मिळतात. (सोयाबीन मध्ये ४०%) सामान्यपणे प्रौढांचा प्रतिदिन आहार २५० ते ३०० ग्रॅमच्या आसपास असतो, त्यातून २५-३० ग्रॅम प्रथिने, तर ४०-५० ग्रॅम डाळीतून (दोन वाट्या वरण) सुमारे १० ग्रॅम प्रथिने मिळतात. म्हणजेच १०-१५ ग्रॅम कमतरता रोजची आहे. शाकाहारी आहारात धान्यांबरोबर डाळी (रोज ८५-१०० ग्रॅम) असल्या तरच प्रथिनांची अमायनो आम्ल गुणवत्ता सुधारते. शाकाहारी प्रथिनांचा भाव प्रतिग्रॅमला ४०-५० पैसे, तर मांसाहारातील प्रथिने दोन रु. ग्रॅमने मिळते. शाकाहाराबद्दल भोजनात डाळींचे प्रमाण ८५-१०० ग्रॅमपर्यंत वाढवणे अपरिहार्य आहे. [99, 1175, 384, 1424]
section-header-page4 [422, 965, 718, 1010]
square-bullet-icon [494, 979, 510, 996]
continuation-dots-icon: •••• [931, 1381, 974, 1397]
section-title: पान १ वरून [512, 176, 635, 212]
article-heading-text: अशोक नलावडे यांची [451, 1470, 581, 1490]
article-heading-text: डॉ.दिनकर राऊत मराठवाडा भूषण [1143, 1394, 1355, 1415]
article-heading-text: प्रधानमंत्री आवास योजनेतून [796, 1184, 967, 1204]
article-paragraph: आणि निर्णयक्षमतेच्या अभावामुळे हा प्रकल्प रखडत चालला आहे. दरम्यान, वाढणारा खर्च, बदलणाऱ्या योजना आणि वारंवार होणारे तांत्रिक अडथळे यामुळे जनतेचा संयम आता सुटू लागला आहे. [427, 809, 758, 856]
article-paragraph: शिवस्मारकासाठी आवश्यक सर्व परवानग्या मिळाल्याचे सांगितले जात असले तरी प्रत्यक्षात काम ठप्प आहे. निविदा प्रक्रिया, पर्यावरणीय मंजुरी आणि न्यायालयीन अडथळ्यांमुळे प्रकल्प सातत्याने पुढे ढकलला जात असल्याचा आरोप करण्यात येत आहे. दरम्यान राज्य सरकारने या प्रकल्पाबाबत स्पष्ट भूमिका जाहीर करावी, अशी मागणी शिवप्रेमी संघटनांकडून होत आहे. [772, 443, 1104, 522]
masthead-left-panel [27, 96, 452, 164]
